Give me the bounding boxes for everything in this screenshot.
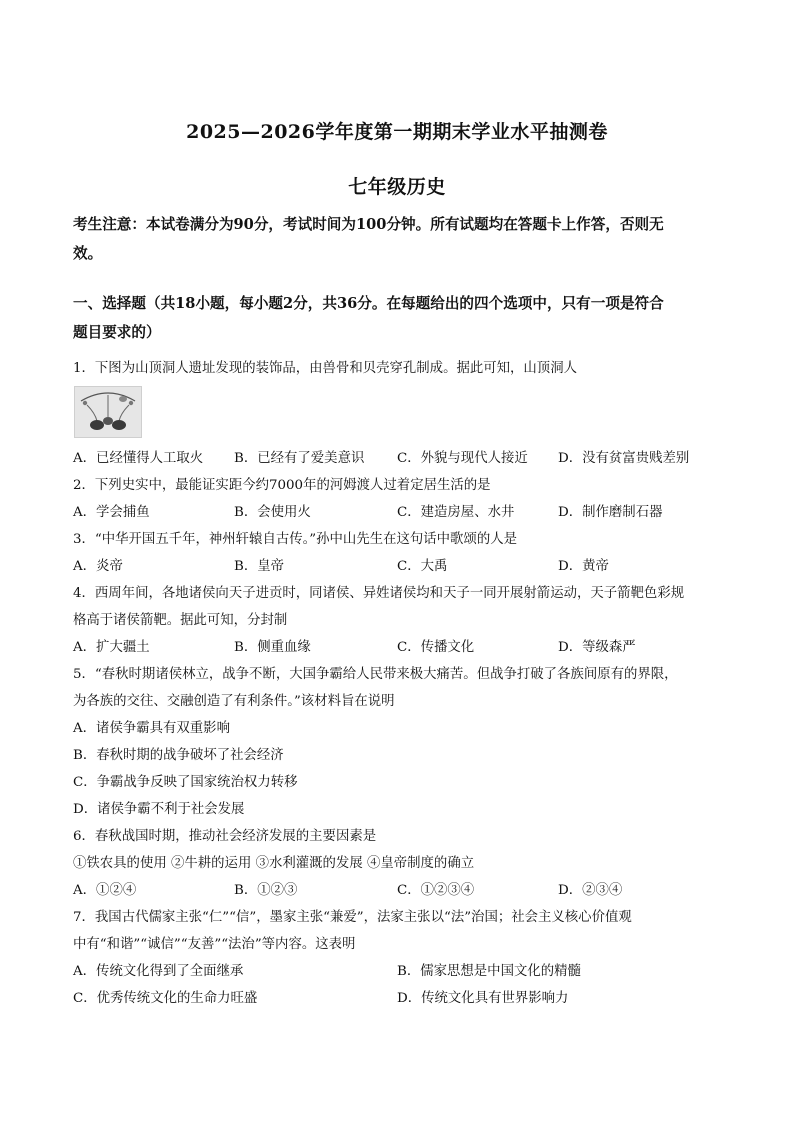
question-4-option-a: A．扩大疆土 [73,640,150,655]
question-6-option-d: D．②③④ [558,883,623,898]
question-5-stem-line-2: 为各族的交往、交融创造了有利条件。”该材料旨在说明 [73,694,395,709]
shell-bone-ornament-icon [74,386,142,438]
question-2-option-b: B．会使用火 [234,505,311,520]
question-7-stem-line-2: 中有“和谐”“诚信”“友善”“法治”等内容。这表明 [73,937,356,952]
notice-line-1: 考生注意：本试卷满分为90分，考试时间为100分钟。所有试题均在答题卡上作答，否则无 [73,216,664,233]
question-5-option-b: B．春秋时期的战争破坏了社会经济 [73,748,284,763]
question-6-option-a: A．①②④ [73,883,137,898]
section-heading-line-1: 一、选择题（共18小题，每小题2分，共36分。在每题给出的四个选项中，只有一项是符合 [73,295,664,312]
question-6-option-b: B．①②③ [234,883,298,898]
question-7-stem-line-1: 7．我国古代儒家主张“仁”“信”，墨家主张“兼爱”，法家主张以“法”治国；社会主义核心价值观 [73,910,632,925]
question-3-option-c: C．大禹 [397,559,448,574]
notice-line-2: 效。 [73,245,103,262]
question-1-option-a: A．已经懂得人工取火 [73,451,204,466]
question-1-option-c: C．外貌与现代人接近 [397,451,528,466]
question-4-option-c: C．传播文化 [397,640,475,655]
exam-subtitle: 七年级历史 [348,176,446,198]
question-7-option-a: A．传统文化得到了全面继承 [73,964,244,979]
question-4-stem-line-2: 格高于诸侯箭靶。据此可知，分封制 [73,613,288,628]
question-7-option-b: B．儒家思想是中国文化的精髓 [397,964,581,979]
question-2-stem: 2．下列史实中，最能证实距今约7000年的河姆渡人过着定居生活的是 [73,478,491,493]
question-3-option-a: A．炎帝 [73,559,123,574]
question-5-option-d: D．诸侯争霸不利于社会发展 [73,802,245,817]
question-2-option-d: D．制作磨制石器 [558,505,663,520]
question-2-option-c: C．建造房屋、水井 [397,505,515,520]
exam-title: 2025—2026学年度第一期期末学业水平抽测卷 [186,121,608,143]
question-3-option-d: D．黄帝 [558,559,609,574]
question-6-stem-line-1: 6．春秋战国时期，推动社会经济发展的主要因素是 [73,829,377,844]
question-5-option-a: A．诸侯争霸具有双重影响 [73,721,230,736]
question-7-option-c: C．优秀传统文化的生命力旺盛 [73,991,258,1006]
question-4-option-b: B．侧重血缘 [234,640,311,655]
question-2-option-a: A．学会捕鱼 [73,505,150,520]
question-3-option-b: B．皇帝 [234,559,285,574]
question-6-option-c: C．①②③④ [397,883,475,898]
section-heading-line-2: 题目要求的） [73,324,161,341]
question-1-option-b: B．已经有了爱美意识 [234,451,365,466]
question-1-option-d: D．没有贫富贵贱差别 [558,451,690,466]
question-6-stem-line-2: ①铁农具的使用 ②牛耕的运用 ③水利灌溉的发展 ④皇帝制度的确立 [73,856,475,871]
question-5-option-c: C．争霸战争反映了国家统治权力转移 [73,775,298,790]
question-1-stem: 1．下图为山顶洞人遗址发现的装饰品，由兽骨和贝壳穿孔制成。据此可知，山顶洞人 [73,361,577,376]
question-5-stem-line-1: 5．“春秋时期诸侯林立，战争不断，大国争霸给人民带来极大痛苦。但战争打破了各族间原有的界限， [73,667,678,682]
question-7-option-d: D．传统文化具有世界影响力 [397,991,569,1006]
question-4-stem-line-1: 4．西周年间，各地诸侯向天子进贡时，同诸侯、异姓诸侯均和天子一同开展射箭运动，天子箭靶色彩规 [73,586,685,601]
question-4-option-d: D．等级森严 [558,640,636,655]
question-3-stem: 3．“中华开国五千年，神州轩辕自古传。”孙中山先生在这句话中歌颂的人是 [73,532,518,547]
